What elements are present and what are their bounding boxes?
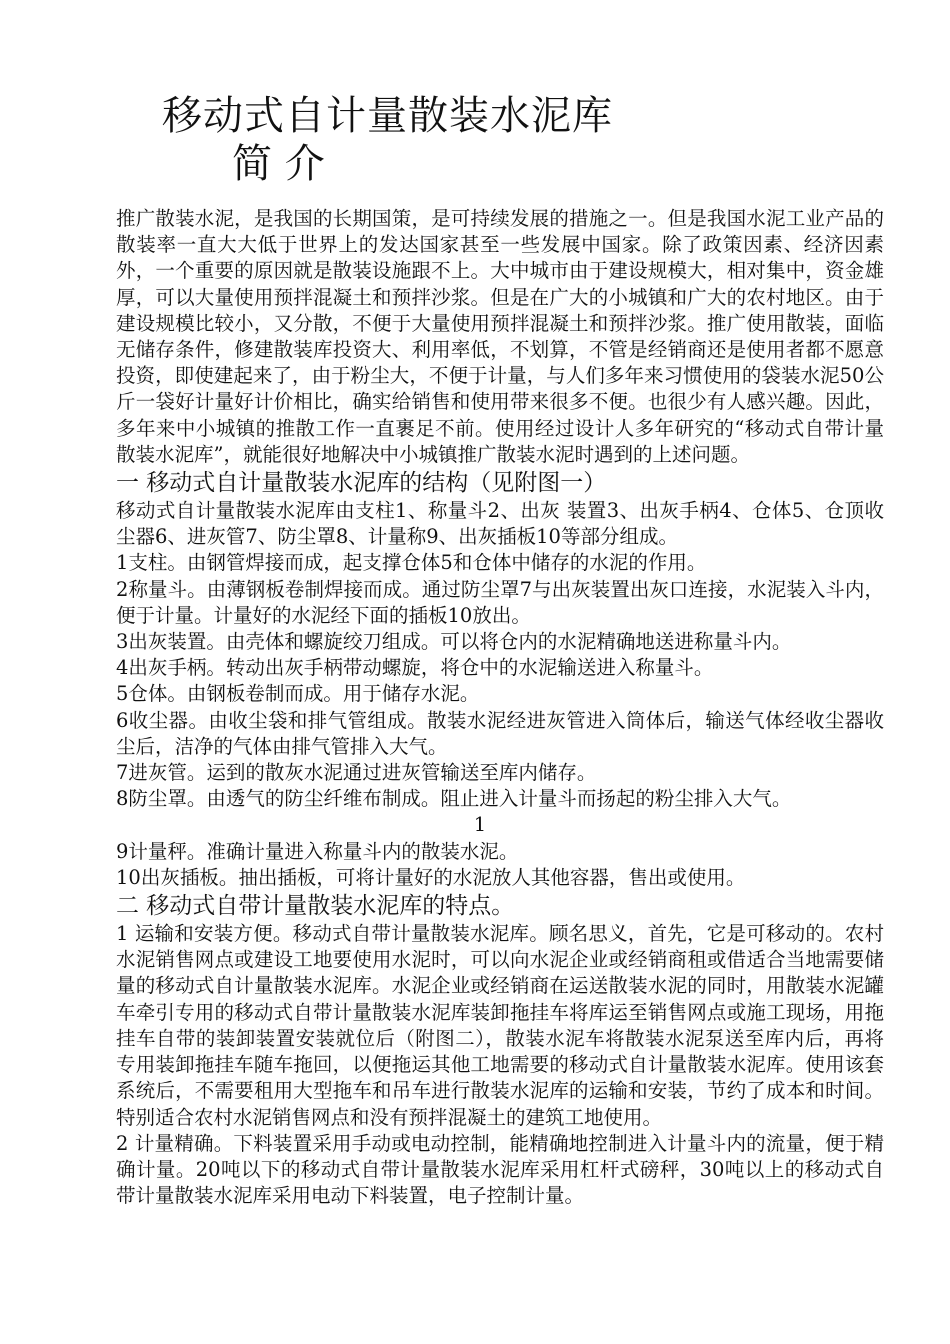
section2-paragraph: 1 运输和安装方便。移动式自带计量散装水泥库。顾名思义，首先，它是可移动的。农村水泥销售网点或建设工地要使用水泥时，可以向水泥企业或经销商租或借适合当地需要储量的移动式自计量散装水泥库。水泥企业或经销商在运送散装水泥的同时，用散装水泥罐车牵引专用的移动式自带计量散装水泥库装卸拖挂车将库运至销售网点或施工现场，用拖挂车自带的装卸装置安装就位后（附图二），散装水泥车将散装水泥泵送至库内后，再将专用装卸拖挂车随车拖回，以便拖运其他工地需要的移动式自计量散装水泥库。使用该套系统后，不需要租用大型拖车和吊车进行散装水泥库的运输和安装，节约了成本和时间。特别适合农村水泥销售网点和没有预拌混凝土的建筑工地使用。 <box>116 922 884 1129</box>
section1-paragraph: 2称量斗。由薄钢板卷制焊接而成。通过防尘罩7与出灰装置出灰口连接，水泥装入斗内，便于计量。计量好的水泥经下面的插板10放出。 <box>116 577 884 627</box>
document-subtitle: 简 介 <box>232 141 325 187</box>
document-title: 移动式自计量散装水泥库 <box>162 93 613 139</box>
intro-paragraph: 推广散装水泥，是我国的长期国策，是可持续发展的措施之一。但是我国水泥工业产品的散装率一直大大低于世界上的发达国家甚至一些发展中国家。除了政策因素、经济因素外，一个重要的原因就是散装设施跟不上。大中城市由于建设规模大，相对集中，资金雄厚，可以大量使用预拌混凝土和预拌沙浆。但是在广大的小城镇和广大的农村地区。由于建设规模比较小，又分散，不便于大量使用预拌混凝土和预拌沙浆。推广使用散装，面临无储存条件，修建散装库投资大、利用率低，不划算，不管是经销商还是使用者都不愿意投资，即使建起来了，由于粉尘大，不便于计量，与人们多年来习惯使用的袋装水泥50公斤一袋好计量好计价相比，确实给销售和使用带来很多不便。也很少有人感兴趣。因此，多年来中小城镇的推散工作一直裹足不前。使用经过设计人多年研究的“移动式自带计量散装水泥库”，就能很好地解决中小城镇推广散装水泥时遇到的上述问题。 <box>116 207 884 466</box>
section1-paragraph: 8防尘罩。由透气的防尘纤维布制成。阻止进入计量斗而扬起的粉尘排入大气。 <box>116 787 792 811</box>
section1-paragraph: 10出灰插板。抽出插板，可将计量好的水泥放人其他容器，售出或使用。 <box>116 865 746 889</box>
document-body <box>116 206 884 1209</box>
section1-paragraph: 6收尘器。由收尘袋和排气管组成。散装水泥经进灰管进入筒体后，输送气体经收尘器收尘后，洁净的气体由排气管排入大气。 <box>116 708 884 758</box>
section2-paragraph: 2 计量精确。下料装置采用手动或电动控制，能精确地控制进入计量斗内的流量，便于精确计量。20吨以下的移动式自带计量散装水泥库采用杠杆式磅秤，30吨以上的移动式自带计量散装水泥库采用电动下料装置，电子控制计量。 <box>116 1131 884 1208</box>
section1-paragraph: 4出灰手柄。转动出灰手柄带动螺旋，将仓中的水泥输送进入称量斗。 <box>116 656 714 680</box>
section1-paragraph: 1支柱。由钢管焊接而成，起支撑仓体5和仓体中储存的水泥的作用。 <box>116 551 707 575</box>
section1-paragraph: 3出灰装置。由壳体和螺旋绞刀组成。可以将仓内的水泥精确地送进称量斗内。 <box>116 630 792 654</box>
section1-paragraph: 移动式自计量散装水泥库由支柱1、称量斗2、出灰 装置3、出灰手柄4、仓体5、仓顶收尘器6、进灰管7、防尘罩8、计量称9、出灰插板10等部分组成。 <box>116 499 884 549</box>
section1-heading: 一 移动式自计量散装水泥库的结构（见附图一） <box>116 470 607 497</box>
section1-paragraph: 9计量秤。准确计量进入称量斗内的散装水泥。 <box>116 839 519 863</box>
section1-paragraph: 5仓体。由钢板卷制而成。用于储存水泥。 <box>116 682 480 706</box>
section1-paragraph: 7进灰管。运到的散灰水泥通过进灰管输送至库内储存。 <box>116 761 597 785</box>
section2-heading: 二 移动式自带计量散装水泥库的特点。 <box>116 893 515 920</box>
page-number: 1 <box>473 813 487 837</box>
